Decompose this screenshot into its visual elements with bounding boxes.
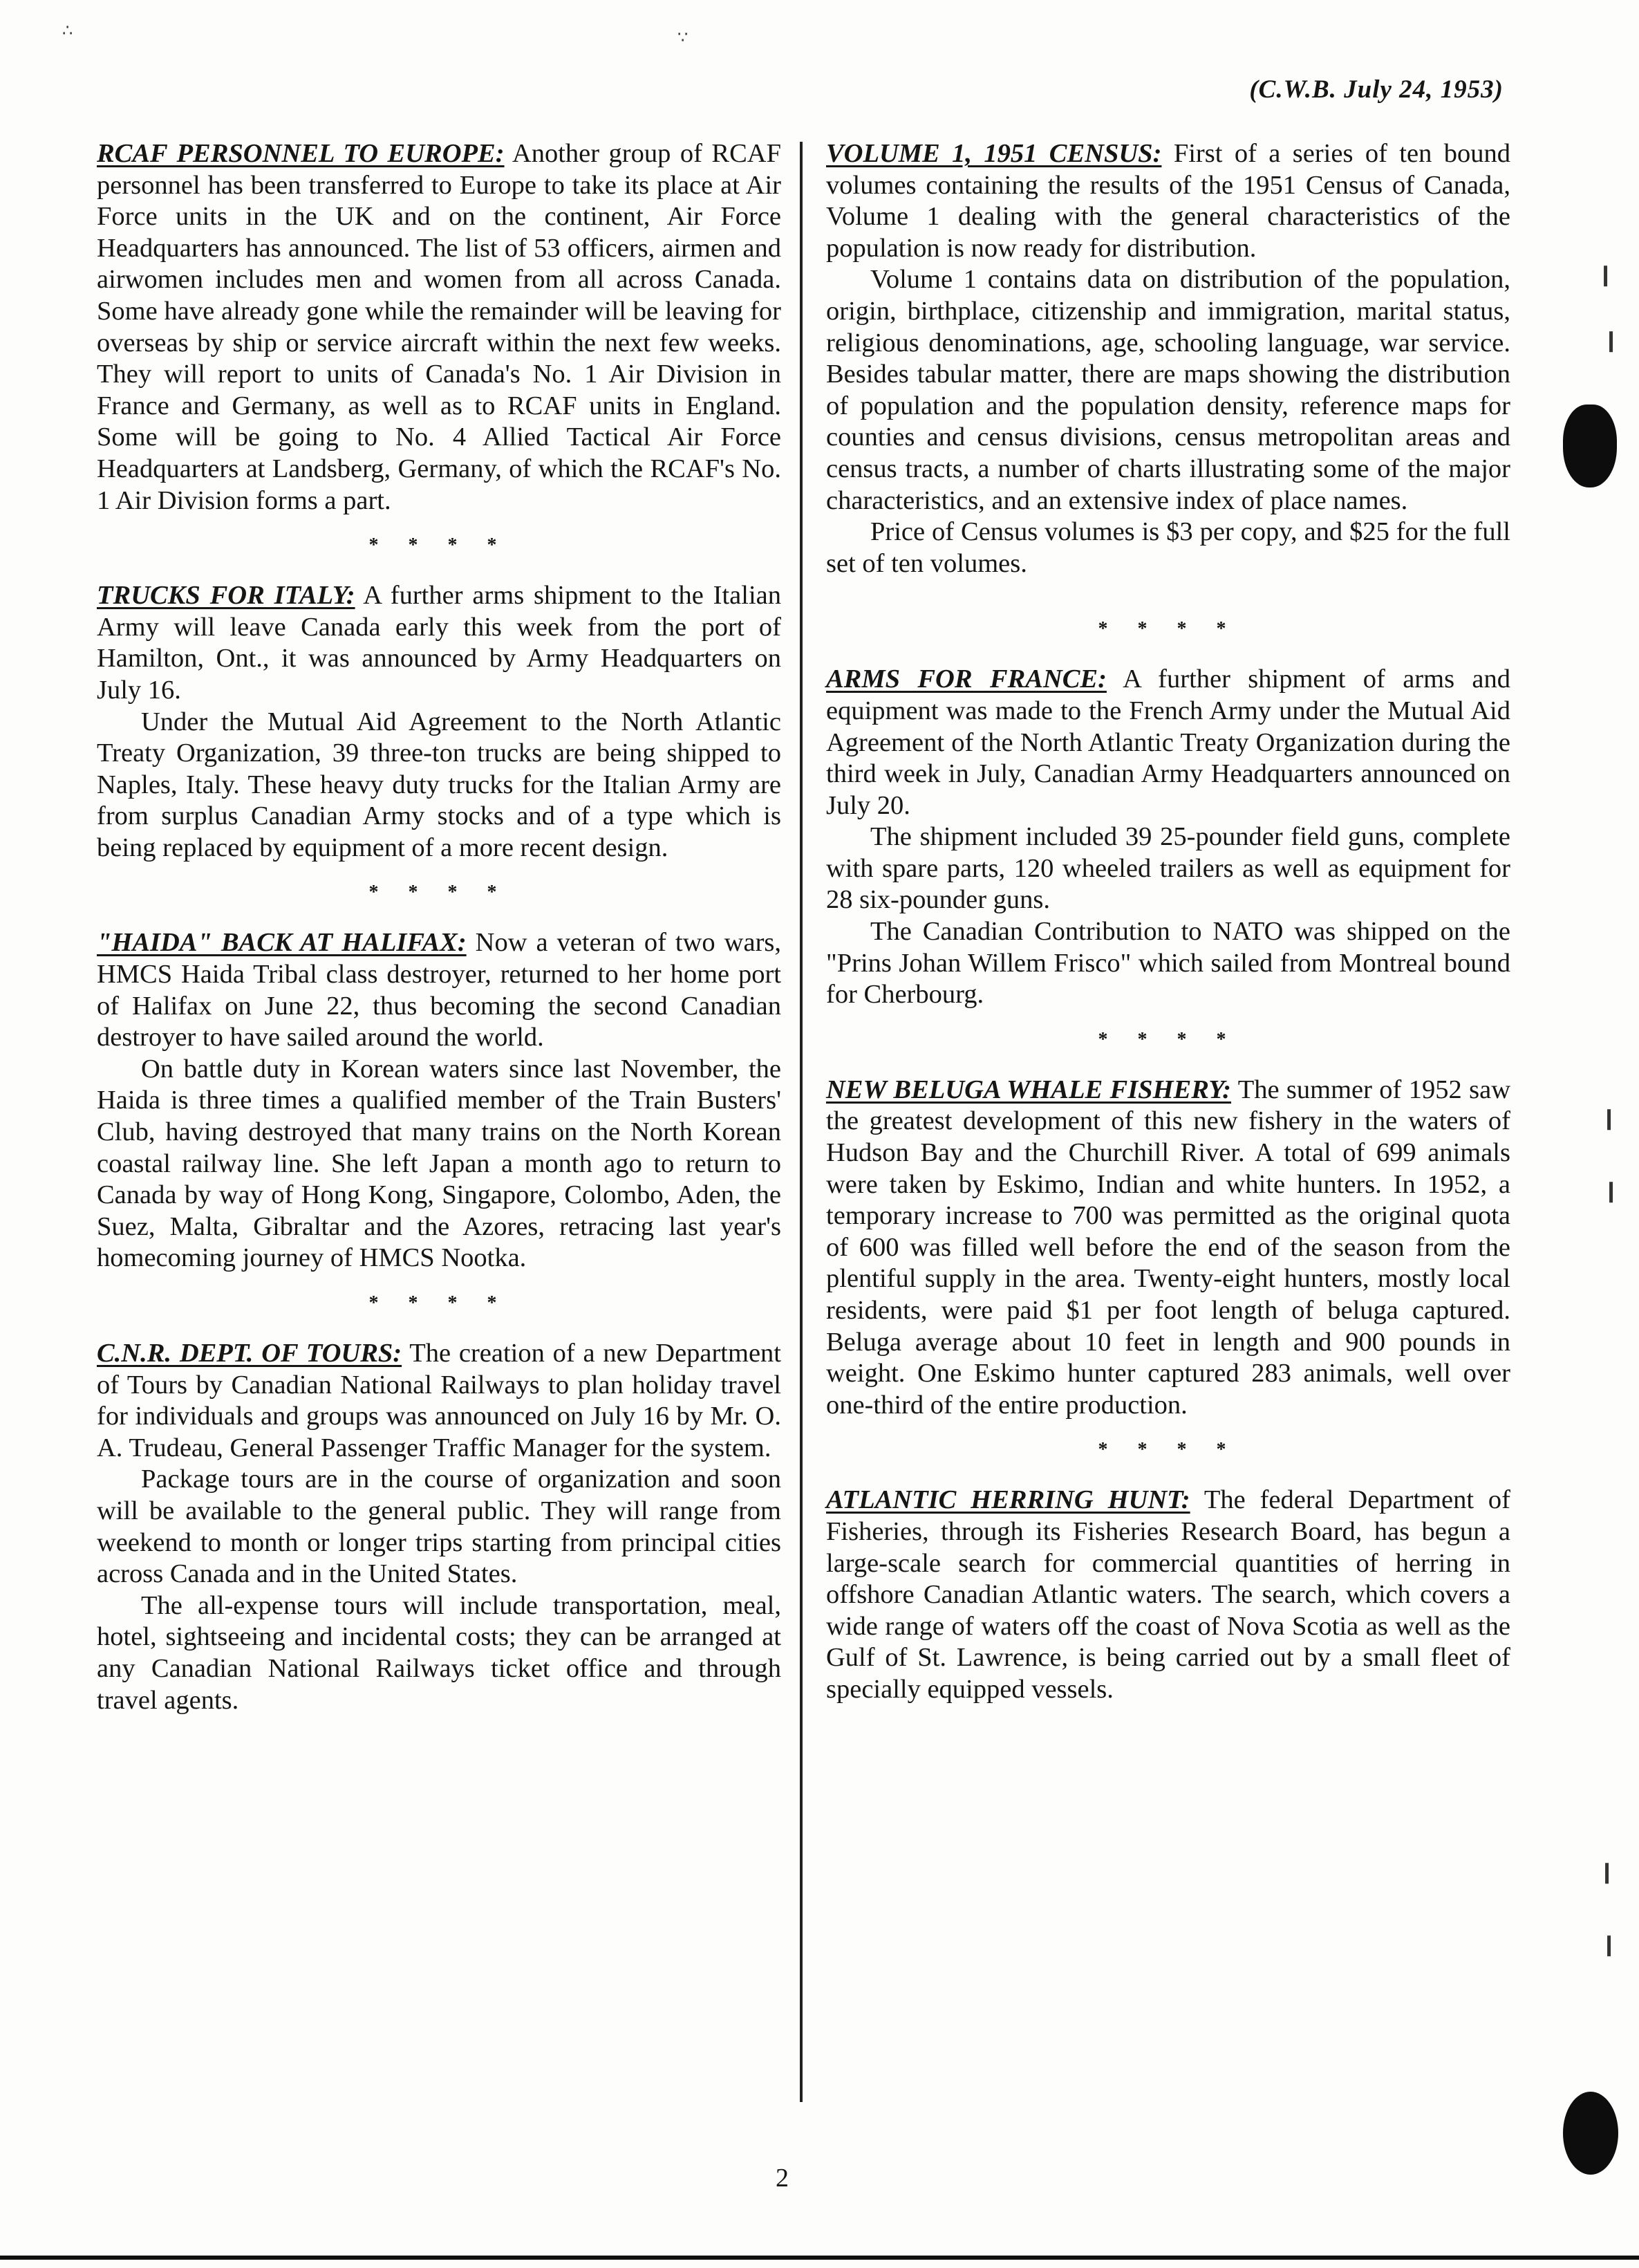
headline-rcaf: RCAF PERSONNEL TO EUROPE: <box>97 139 505 168</box>
article-herring <box>826 1485 1510 1705</box>
france-text-2: The shipment included 39 25-pounder field guns, complete with spare parts, 120 wheeled trailers as well as equipment for 28 six-pounder guns. <box>826 822 1510 915</box>
census-text-2: Volume 1 contains data on distribution of the population, origin, birthplace, citizenship and immigration, marital status, religious denominations, age, schooling language, war service. Besides tabular matter, there are maps showing the distribution of population and the population density, reference maps for counties and census divisions, census metropolitan areas and census tracts, a number of charts illustrating some of the major characteristics, and an extensive index of place names. <box>826 265 1510 515</box>
separator: * * * * <box>368 1292 509 1314</box>
separator: * * * * <box>368 882 509 904</box>
trucks-text-2: Under the Mutual Aid Agreement to the North Atlantic Treaty Organization, 39 three-ton trucks are being shipped to Naples, Italy. These heavy duty trucks for the Italian Army are from surplus Canadian Army stocks and of a type which is being replaced by equipment of a more recent design. <box>97 707 781 862</box>
france-text-3: The Canadian Contribution to NATO was shipped on the "Prins Johan Willem Frisco" which sailed from Montreal bound for Cherbourg. <box>826 917 1510 1010</box>
census-text-1: First of a series of ten bound volumes containing the results of the 1951 Census of Canada, Volume 1 dealing with the general characteristics of the population is now ready for distribution. <box>826 139 1510 263</box>
scan-mark-icon: ∵ <box>677 29 689 47</box>
scan-mark-icon: ❙ <box>1598 1861 1616 1884</box>
census-text-3: Price of Census volumes is $3 per copy, and $25 for the full set of ten volumes. <box>826 517 1510 578</box>
page-number: 2 <box>776 2164 789 2193</box>
cnr-text-1: The creation of a new Department of Tours by Canadian National Railways to plan holiday travel for individuals and groups was announced on July 16 by Mr. O. A. Trudeau, General Passenger Traffic Manager for the system. <box>97 1339 781 1462</box>
headline-census: VOLUME 1, 1951 CENSUS: <box>826 139 1162 168</box>
headline-haida: "HAIDA" BACK AT HALIFAX: <box>97 928 467 958</box>
scan-mark-icon: ❙ <box>1597 263 1615 286</box>
headline-cnr: C.N.R. DEPT. OF TOURS: <box>97 1339 402 1368</box>
cnr-text-2: Package tours are in the course of organization and soon will be available to the general public. They will range from weekend to month or longer trips starting from principal cities across Canada and in the United States. <box>97 1465 781 1589</box>
bottom-rule <box>0 2256 1639 2260</box>
bulletin-header: (C.W.B. July 24, 1953) <box>1249 75 1504 104</box>
beluga-text: The summer of 1952 saw the greatest development of this new fishery in the waters of Hudson Bay and the Churchill River. A total of 699 animals were taken by Eskimo, Indian and white hunters. In 1952, a temporary increase to 700 was permitted as the original quota of 600 was filled well before the end of the season from the plentiful supply in the area. Twenty-eight hunters, mostly local residents, were paid $1 per foot length of beluga captured. Beluga average about 10 feet in length and 900 pounds in weight. One Eskimo hunter captured 283 animals, well over one-third of the entire production. <box>826 1075 1510 1420</box>
headline-beluga: NEW BELUGA WHALE FISHERY: <box>826 1075 1232 1104</box>
scan-mark-icon: ❙ <box>1602 329 1620 352</box>
herring-text: The federal Department of Fisheries, through its Fisheries Research Board, has begun a large-scale search for commercial quantities of herring in offshore Canadian Atlantic waters. The search, which covers a wide range of waters off the coast of Nova Scotia as well as the Gulf of St. Lawrence, is being carried out by a small fleet of specially equipped vessels. <box>826 1485 1511 1704</box>
right-column <box>826 138 1510 1706</box>
separator: * * * * <box>368 535 509 557</box>
headline-herring: ATLANTIC HERRING HUNT: <box>826 1485 1190 1515</box>
article-census <box>826 138 1510 264</box>
separator: * * * * <box>1098 618 1239 640</box>
article-france <box>826 664 1510 821</box>
article-trucks <box>97 580 781 706</box>
scan-mark-icon: ∴ <box>62 22 73 40</box>
haida-text-1: Now a veteran of two wars, HMCS Haida Tribal class destroyer, returned to her home port of Halifax on June 22, thus becoming the second Canadian destroyer to have sailed around the world. <box>97 928 781 1052</box>
punch-hole-icon <box>1563 2092 1618 2175</box>
headline-france: ARMS FOR FRANCE: <box>826 664 1107 694</box>
left-column <box>97 138 781 1716</box>
scan-mark-icon: ❙ <box>1600 1107 1618 1130</box>
punch-hole-icon <box>1563 405 1617 487</box>
rcaf-text: Another group of RCAF personnel has been transferred to Europe to take its place at Air Force units in the UK and on the continent, Air Force Headquarters has announced. The list of 53 officers, airmen and airwomen includes men and women from all across Canada. Some have already gone while the remainder will be leaving for overseas by ship or service aircraft within the next few weeks. They will report to units of Canada's No. 1 Air Division in France and Germany, as well as to RCAF units in England. Some will be going to No. 4 Allied Tactical Air Force Headquarters at Landsberg, Germany, of which the RCAF's No. 1 Air Division forms a part. <box>97 139 781 515</box>
cnr-text-3: The all-expense tours will include transportation, meal, hotel, sightseeing and incidental costs; they can be arranged at any Canadian National Railways ticket office and through travel agents. <box>97 1590 781 1715</box>
separator: * * * * <box>1098 1028 1239 1050</box>
trucks-text-1: A further arms shipment to the Italian Army will leave Canada early this week from the port of Hamilton, Ont., it was announced by Army Headquarters on July 16. <box>97 581 781 705</box>
article-beluga <box>826 1075 1510 1422</box>
haida-text-2: On battle duty in Korean waters since last November, the Haida is three times a qualified member of the Train Busters' Club, having destroyed that many trains on the North Korean coastal railway line. She left Japan a month ago to return to Canada by way of Hong Kong, Singapore, Colombo, Aden, the Suez, Malta, Gibraltar and the Azores, retracing last year's homecoming journey of HMCS Nootka. <box>97 1054 781 1273</box>
article-cnr <box>97 1338 781 1464</box>
column-divider <box>800 142 803 2102</box>
separator: * * * * <box>1098 1439 1239 1461</box>
article-haida <box>97 927 781 1053</box>
scan-mark-icon: ❙ <box>1600 1933 1618 1956</box>
france-text-1: A further shipment of arms and equipment was made to the French Army under the Mutual Aid Agreement of the North Atlantic Treaty Organization during the third week in July, Canadian Army Headquarters announced on July 20. <box>826 664 1510 820</box>
scan-mark-icon: ❙ <box>1602 1180 1620 1202</box>
headline-trucks: TRUCKS FOR ITALY: <box>97 581 355 611</box>
article-rcaf <box>97 138 781 517</box>
